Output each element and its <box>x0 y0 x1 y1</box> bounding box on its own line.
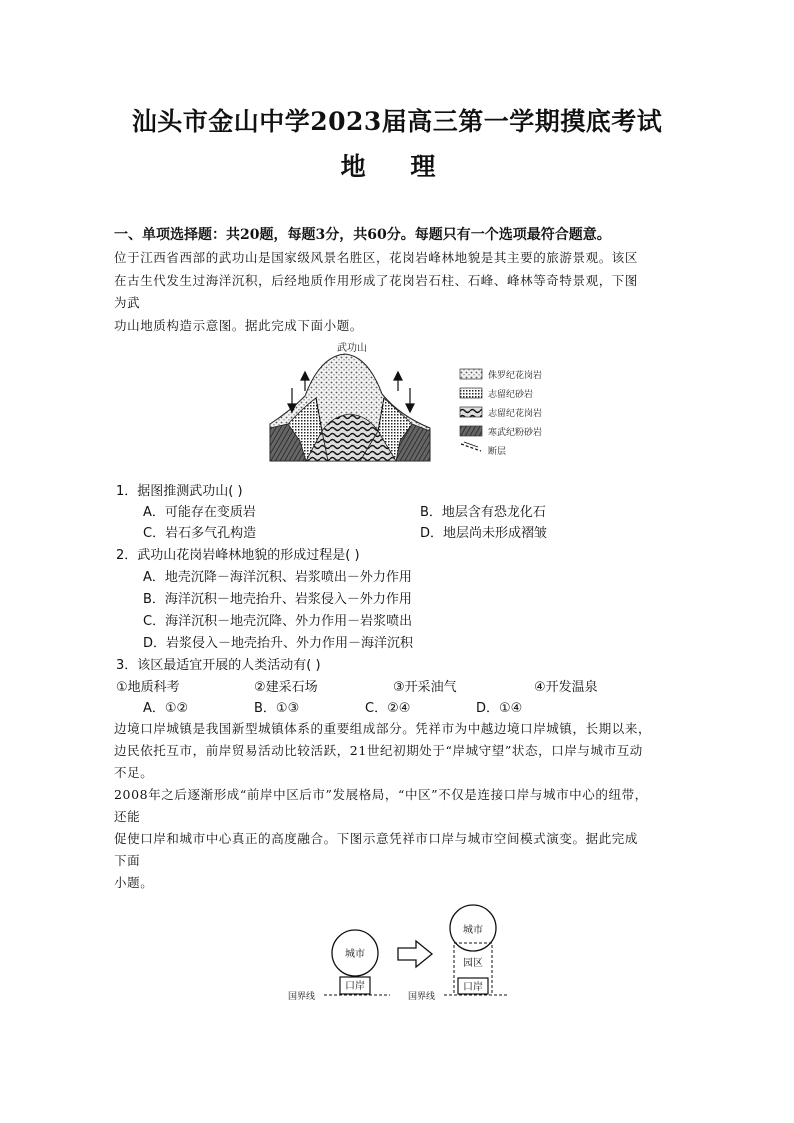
passage2-line: 小题。 <box>114 875 154 890</box>
question-3-option-a[interactable]: A．①② <box>143 701 189 716</box>
passage2-line: 还能 <box>114 809 141 824</box>
passage2-line: 边民依托互市，前岸贸易活动比较活跃，21世纪初期处于“岸城守望”状态，口岸与城市互动 <box>114 743 643 758</box>
legend-label: 断层 <box>488 447 507 457</box>
question-3-option-b[interactable]: B．①③ <box>254 701 300 716</box>
arrow-right-icon <box>398 941 432 967</box>
subject-title: 地 理 <box>340 152 454 181</box>
passage1-line: 在古生代发生过海洋沉积，后经地质作用形成了花岗岩石柱、石峰、峰林等奇特景观，下图 <box>114 273 639 288</box>
geology-figure <box>250 336 560 468</box>
question-3-item: ②建采石场 <box>254 680 318 695</box>
city-label: 城市 <box>463 925 483 936</box>
passage2-line: 促使口岸和城市中心真正的高度融合。下图示意凭祥市口岸与城市空间模式演变。据此完成 <box>114 831 639 846</box>
question-1-option-d[interactable]: D．地层尚未形成褶皱 <box>420 526 548 541</box>
question-2-option-d[interactable]: D．岩浆侵入－地壳抬升、外力作用－海洋沉积 <box>143 636 414 651</box>
question-2-option-a[interactable]: A．地壳沉降－海洋沉积、岩浆喷出－外力作用 <box>143 570 412 585</box>
passage2-line: 下面 <box>114 853 141 868</box>
question-2-option-b[interactable]: B．海洋沉积－地壳抬升、岩浆侵入－外力作用 <box>143 592 412 607</box>
legend-label: 寒武纪粉砂岩 <box>488 428 543 438</box>
passage1-line: 为武 <box>114 295 141 310</box>
question-3-item: ④开发温泉 <box>534 680 598 695</box>
exam-title: 汕头市金山中学2023届高三第一学期摸底考试 <box>131 107 663 136</box>
port-label: 口岸 <box>345 981 365 992</box>
question-1-option-b[interactable]: B．地层含有恐龙化石 <box>420 505 546 520</box>
question-1-stem: 1．据图推测武功山( ) <box>116 484 243 499</box>
legend-label: 侏罗纪花岗岩 <box>488 371 543 381</box>
question-3-option-c[interactable]: C．②④ <box>365 701 411 716</box>
passage2-line: 2008年之后逐渐形成“前岸中区后市”发展格局，“中区”不仅是连接口岸与城市中心的纽带， <box>114 787 648 802</box>
border-label: 国界线 <box>288 992 316 1002</box>
passage1-line: 位于江西省西部的武功山是国家级风景名胜区，花岗岩峰林地貌是其主要的旅游景观。该区 <box>114 250 639 265</box>
question-3-option-d[interactable]: D．①④ <box>476 701 523 716</box>
passage1-line: 功山地质构造示意图。据此完成下面小题。 <box>114 318 363 333</box>
zone-label: 园区 <box>463 958 483 969</box>
legend <box>460 369 542 457</box>
port-city-figure <box>280 900 530 1005</box>
question-2-option-c[interactable]: C．海洋沉积－地壳沉降、外力作用－岩浆喷出 <box>143 614 413 629</box>
border-label: 国界线 <box>408 992 436 1002</box>
peak-label: 武功山 <box>337 343 367 354</box>
question-1-option-a[interactable]: A．可能存在变质岩 <box>143 505 256 520</box>
question-3-item: ③开采油气 <box>393 680 457 695</box>
question-1-option-c[interactable]: C．岩石多气孔构造 <box>143 526 257 541</box>
legend-label: 志留纪砂岩 <box>488 390 534 400</box>
passage2-line: 边境口岸城镇是我国新型城镇体系的重要组成部分。凭祥市为中越边境口岸城镇，长期以来， <box>114 721 652 736</box>
question-2-stem: 2．武功山花岗岩峰林地貌的形成过程是( ) <box>116 548 360 563</box>
city-label: 城市 <box>345 949 365 960</box>
section-heading: 一、单项选择题：共20题，每题3分，共60分。每题只有一个选项最符合题意。 <box>114 227 611 243</box>
legend-label: 志留纪花岗岩 <box>488 409 543 419</box>
port-label: 口岸 <box>463 982 483 993</box>
passage2-line: 不足。 <box>114 765 154 780</box>
question-3-item: ①地质科考 <box>116 680 180 695</box>
question-3-stem: 3．该区最适宜开展的人类活动有( ) <box>116 658 321 673</box>
